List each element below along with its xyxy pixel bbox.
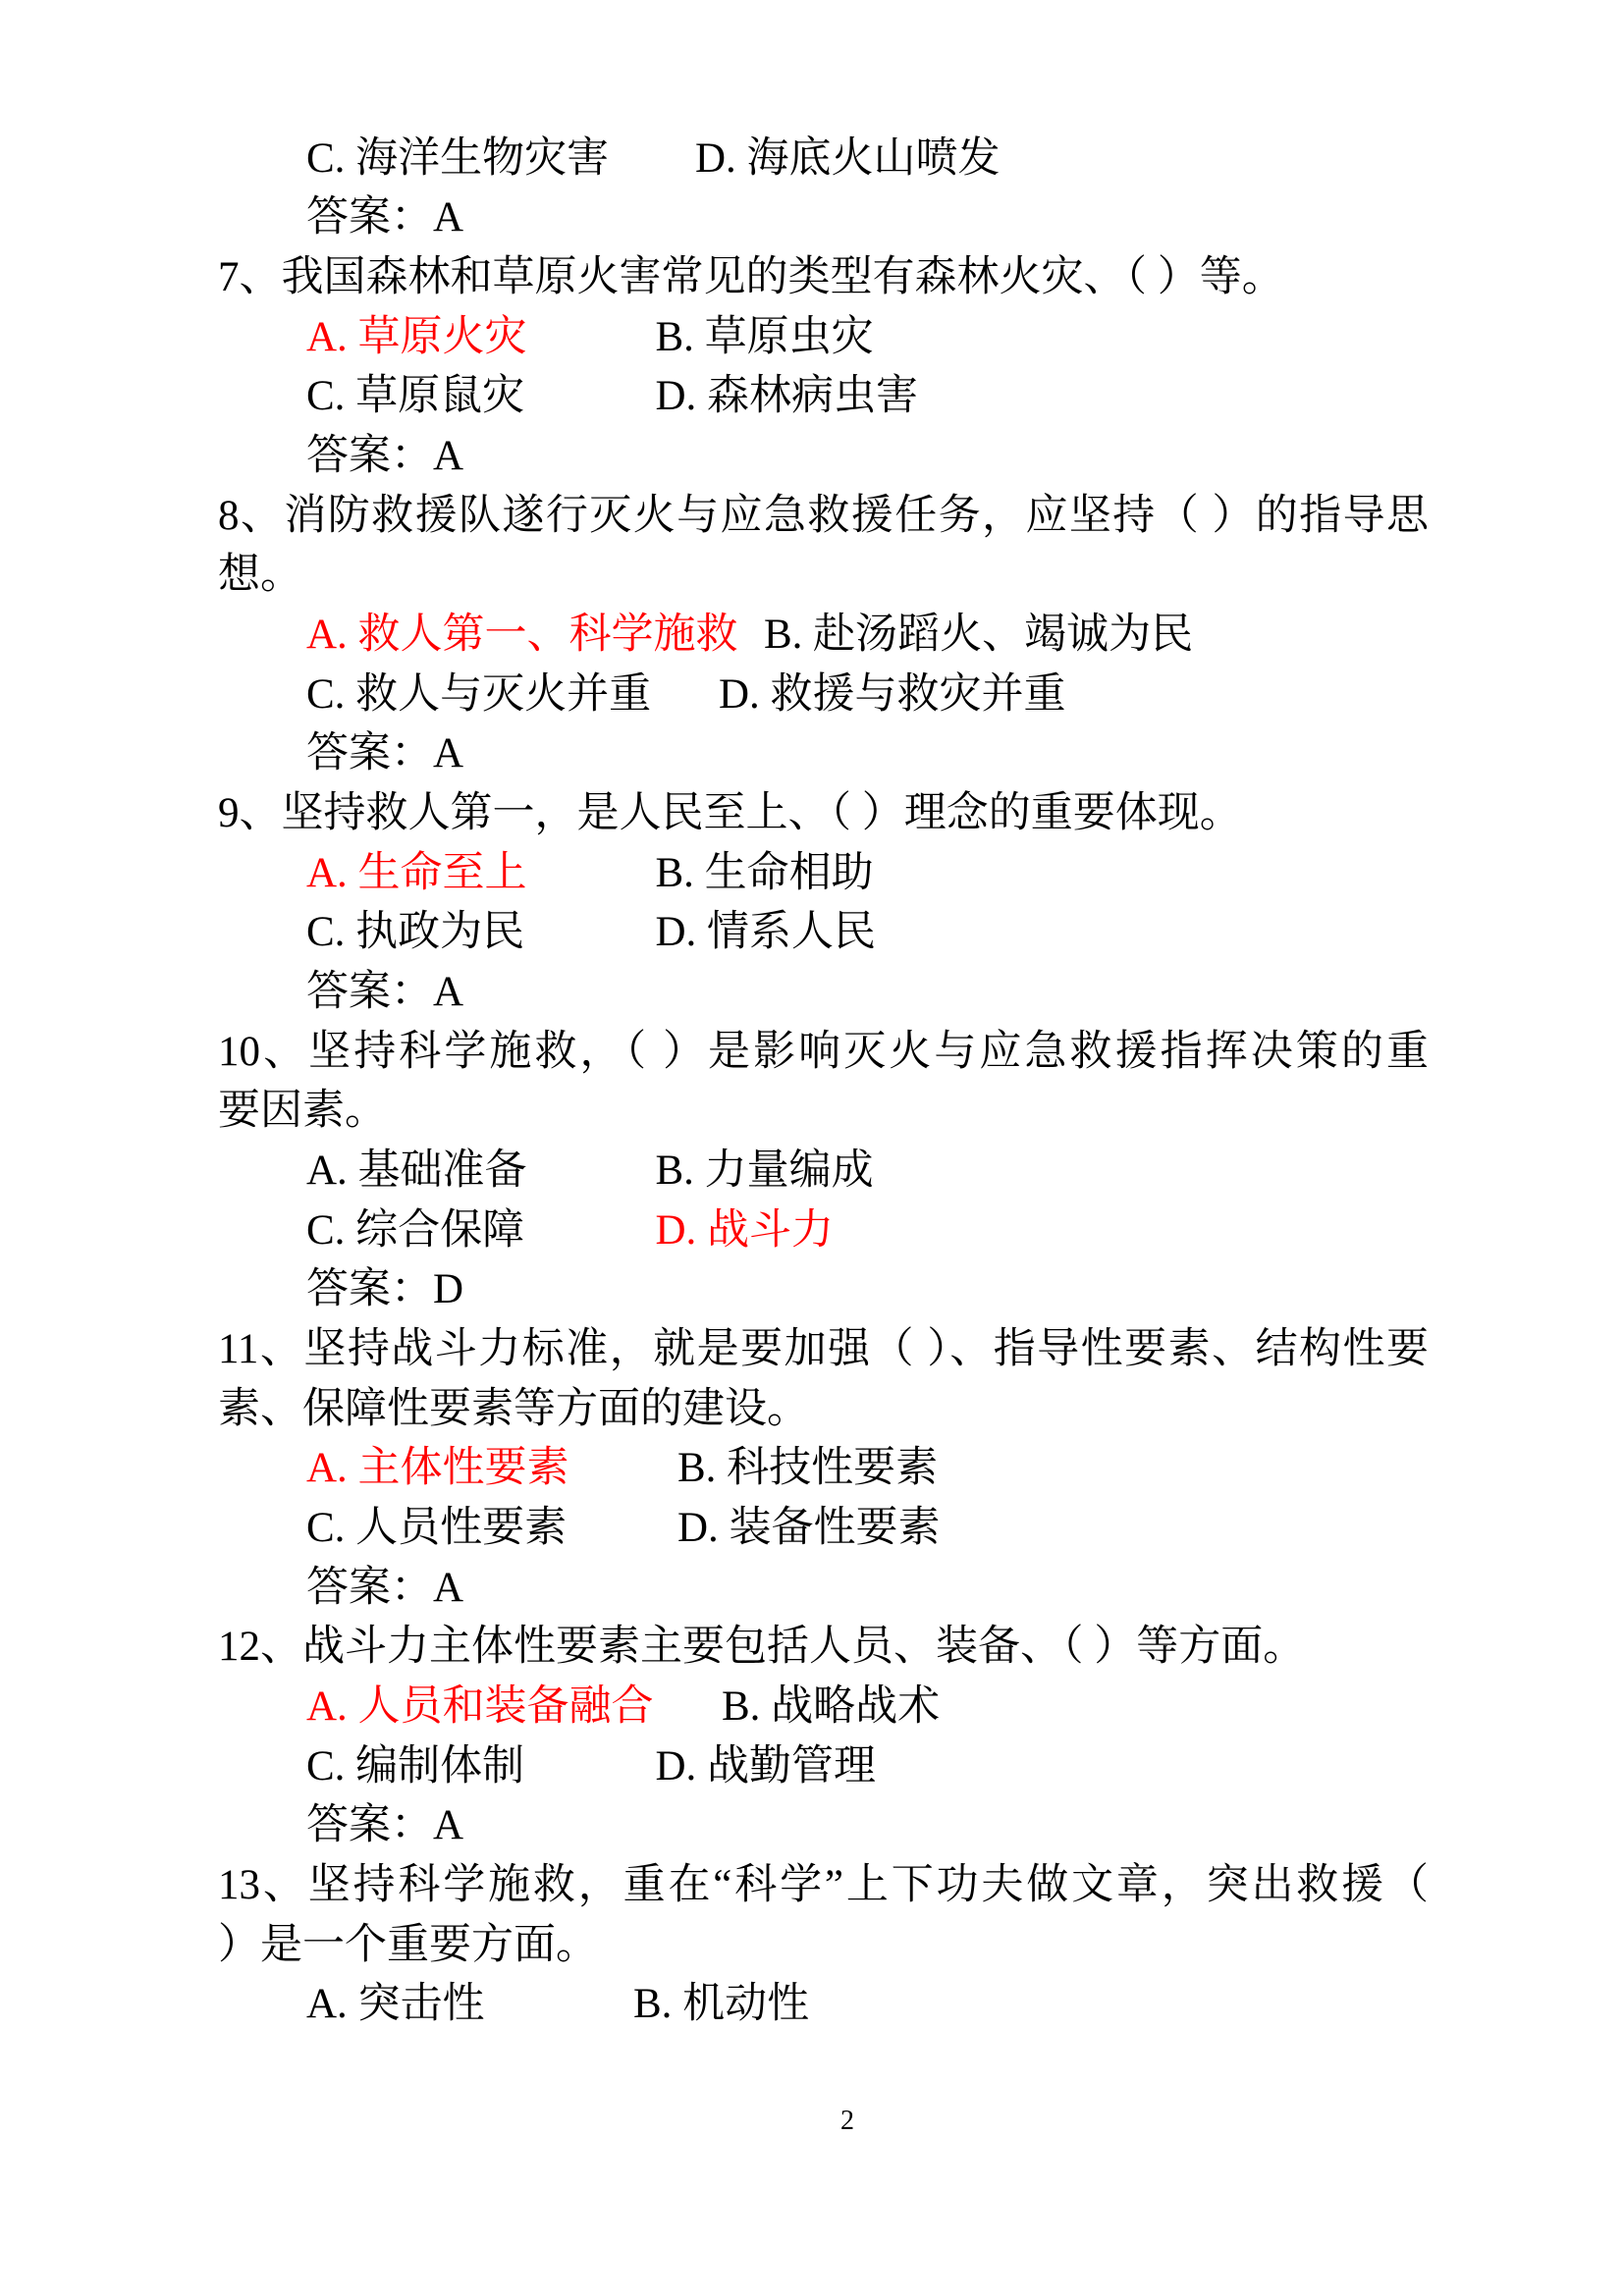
question-13 [218,1856,1429,2035]
option-row [218,903,1429,963]
answer-line: 答案：A [306,969,464,1015]
question-text: 11、坚持战斗力标准，就是要加强（ ）、指导性要素、结构性要 [218,1326,1429,1373]
option-d: D. 战斗力 [655,1206,835,1254]
option-row [218,1975,1429,2035]
document-body [218,130,1429,2036]
option-d: D. 森林病虫害 [655,373,919,420]
option-a: A. 人员和装备融合 [306,1683,654,1731]
option-c: C. 海洋生物灾害 [306,134,610,182]
option-b: B. 生命相助 [655,849,874,896]
option-d: D. 海底火山喷发 [695,134,1001,182]
option-c: C. 综合保障 [306,1206,525,1254]
option-b: B. 科技性要素 [677,1445,939,1492]
option-row [218,1201,1429,1261]
question-9 [218,784,1429,1023]
option-b: B. 草原虫灾 [655,313,874,360]
option-a: A. 救人第一、科学施救 [306,611,738,658]
option-row [218,1678,1429,1737]
option-a: A. 生命至上 [306,849,527,896]
option-c: C. 救人与灭火并重 [306,670,652,718]
question-text-continued: 素、保障性要素等方面的建设。 [218,1385,809,1432]
page-number: 2 [840,2106,854,2136]
question-text: 8、消防救援队遂行灭火与应急救援任务，应坚持（ ）的指导思 [218,492,1429,539]
question-8 [218,487,1429,784]
option-d: D. 战勤管理 [655,1742,877,1789]
question-text: 10、坚持科学施救，（ ）是影响灭火与应急救援指挥决策的重 [218,1028,1429,1075]
option-row [218,367,1429,427]
option-d: D. 装备性要素 [677,1505,941,1552]
question-text: 13、坚持科学施救，重在“科学”上下功夫做文章，突出救援（ [218,1862,1429,1909]
option-b: B. 战略战术 [722,1683,941,1731]
option-row [218,1439,1429,1499]
question-12 [218,1618,1429,1856]
question-7 [218,248,1429,487]
option-row [218,666,1429,725]
option-b: B. 机动性 [633,1981,810,2028]
question-text: 12、战斗力主体性要素主要包括人员、装备、（ ）等方面。 [218,1624,1306,1671]
answer-line: 答案：A [306,194,464,241]
option-b: B. 赴汤蹈火、竭诚为民 [764,611,1194,658]
option-a: A. 突击性 [306,1981,485,2028]
question-continued [218,130,1429,248]
option-d: D. 救援与救灾并重 [719,670,1066,718]
answer-line: 答案：A [306,1802,464,1849]
option-c: C. 执政为民 [306,909,525,956]
option-a: A. 草原火灾 [306,313,527,360]
question-text-continued: ）是一个重要方面。 [218,1921,598,1968]
answer-line: 答案：A [306,1564,464,1611]
question-10 [218,1023,1429,1320]
option-row [218,1499,1429,1559]
question-text-continued: 要因素。 [218,1088,387,1135]
option-c: C. 草原鼠灾 [306,373,525,420]
option-row [218,130,1429,189]
option-a: A. 基础准备 [306,1148,527,1195]
option-a: A. 主体性要素 [306,1445,569,1492]
answer-line: 答案：A [306,730,464,777]
question-11 [218,1320,1429,1618]
question-text: 7、我国森林和草原火害常见的类型有森林火灾、（ ）等。 [218,253,1284,300]
option-c: C. 编制体制 [306,1742,525,1789]
option-row [218,844,1429,904]
question-text: 9、坚持救人第一，是人民至上、（ ）理念的重要体现。 [218,789,1242,836]
option-row [218,1737,1429,1797]
option-c: C. 人员性要素 [306,1505,568,1552]
question-text-continued: 想。 [218,552,302,599]
option-row [218,606,1429,666]
option-row [218,1142,1429,1201]
answer-line: 答案：A [306,432,464,479]
option-d: D. 情系人民 [655,909,877,956]
answer-line: 答案：D [306,1266,464,1313]
option-b: B. 力量编成 [655,1148,874,1195]
option-row [218,308,1429,368]
